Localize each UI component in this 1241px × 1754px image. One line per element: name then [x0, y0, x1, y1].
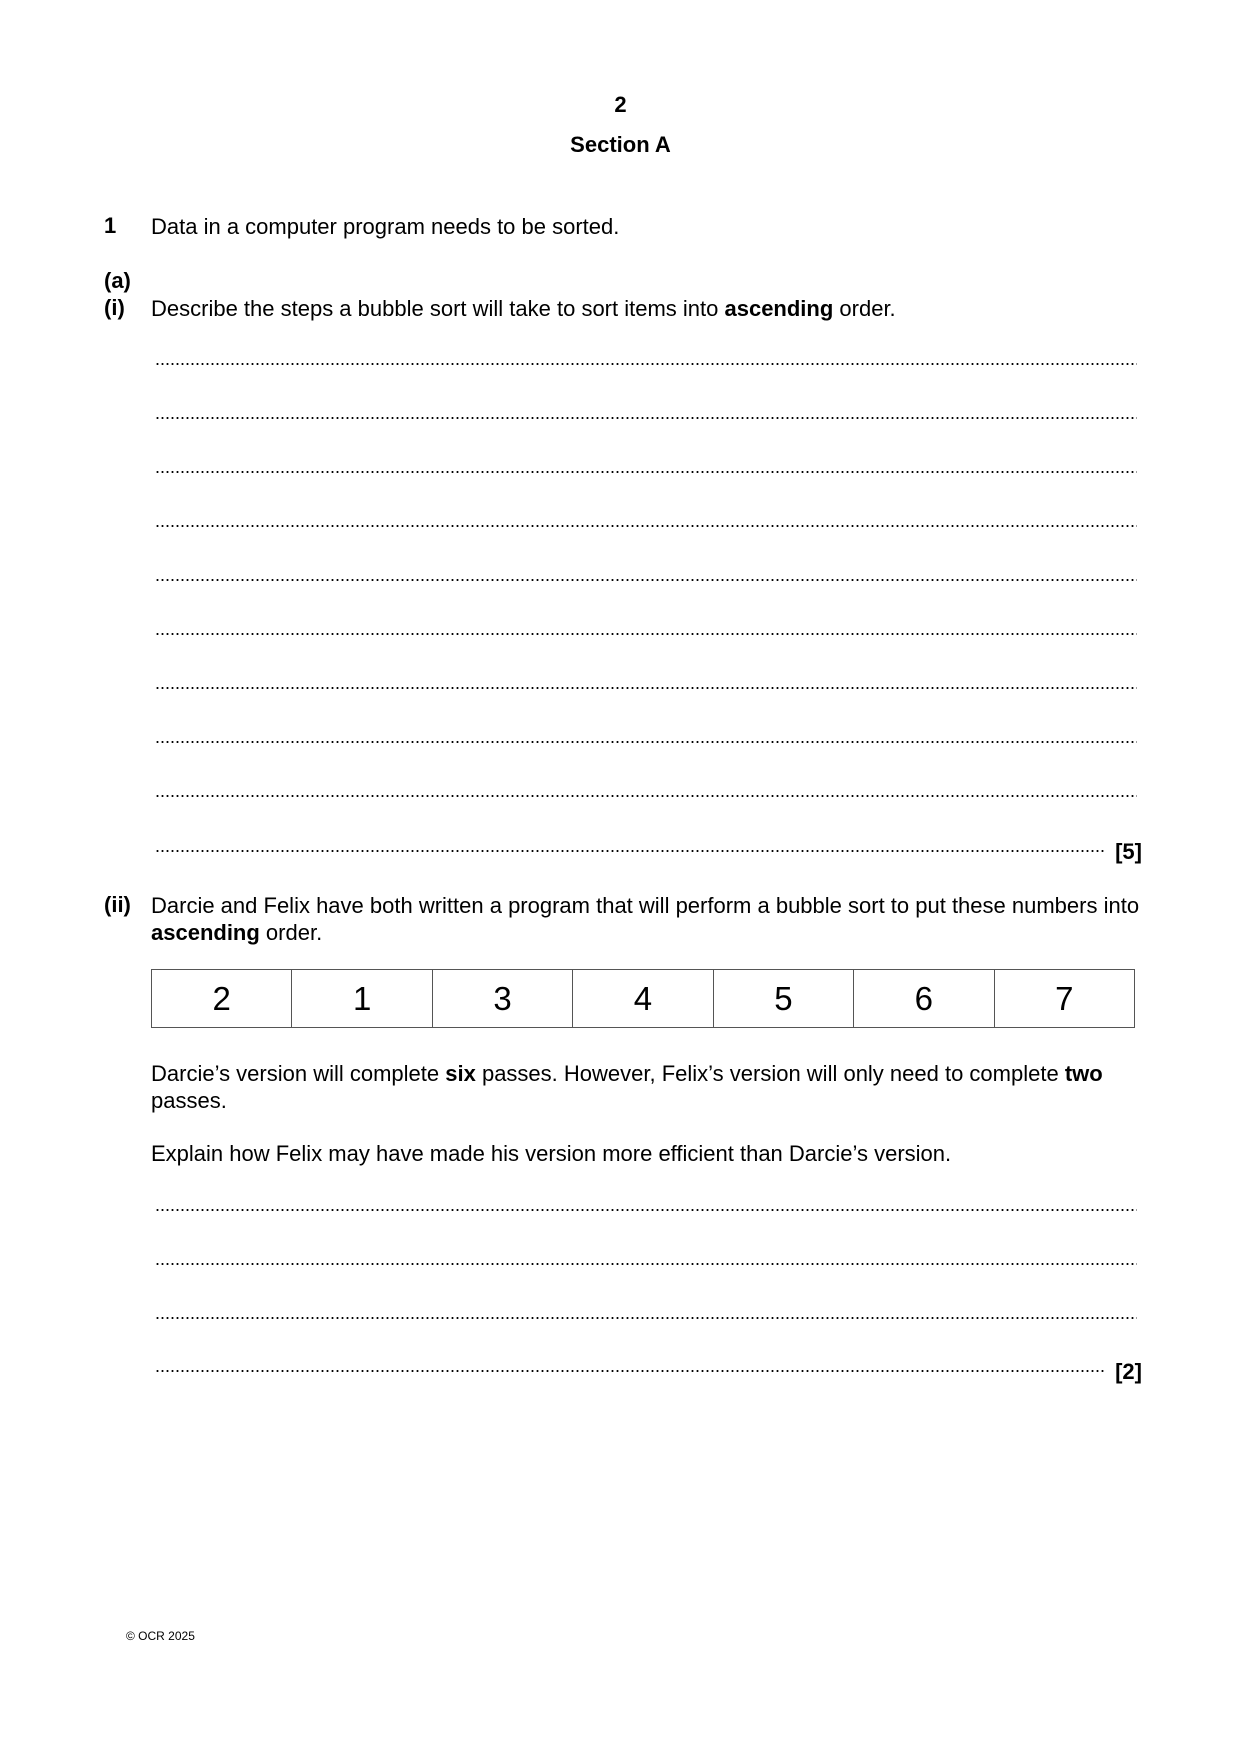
- part-a-label: (a): [104, 268, 131, 293]
- answer-line[interactable]: [155, 740, 1137, 744]
- number-cell: 7: [994, 970, 1134, 1028]
- answer-line[interactable]: [155, 849, 1106, 853]
- answer-line[interactable]: [155, 578, 1137, 582]
- question-number: 1: [104, 213, 117, 238]
- paragraph-emphasis-two: two: [1064, 1061, 1103, 1086]
- part-ii-intro-start: Darcie and Felix have both written a program that will perform a bubble sort to put these numbers into: [151, 893, 1140, 918]
- number-cell: 6: [854, 970, 994, 1028]
- part-ii-intro-end: order.: [259, 920, 323, 945]
- number-cell: 3: [432, 970, 572, 1028]
- part-i-text-start: Describe the steps a bubble sort will take to sort items into: [151, 296, 725, 321]
- answer-line[interactable]: [155, 794, 1137, 798]
- part-ii-paragraph: [151, 1060, 1146, 1114]
- answer-line[interactable]: [155, 524, 1137, 528]
- numbers-row: [152, 970, 1135, 1028]
- paragraph-text-3: passes.: [151, 1088, 227, 1113]
- answer-line[interactable]: [155, 362, 1137, 366]
- part-ii-intro-emphasis: ascending: [151, 920, 260, 945]
- part-ii-intro: [151, 892, 1146, 946]
- paragraph-emphasis-six: six: [445, 1061, 476, 1086]
- answer-line[interactable]: [155, 416, 1137, 420]
- paragraph-text-1: Darcie’s version will complete: [151, 1061, 446, 1086]
- answer-line[interactable]: [155, 470, 1137, 474]
- marks-ii: [2]: [1115, 1359, 1142, 1384]
- number-cell: 5: [713, 970, 853, 1028]
- answer-line[interactable]: [155, 1262, 1137, 1266]
- page-number: 2: [614, 92, 627, 117]
- part-ii-prompt: Explain how Felix may have made his version more efficient than Darcie’s version.: [151, 1141, 952, 1166]
- copyright-footer: © OCR 2025: [126, 1629, 195, 1643]
- part-i-text-end: order.: [833, 296, 896, 321]
- part-i-label: (i): [104, 295, 125, 320]
- number-cell: 2: [152, 970, 292, 1028]
- paragraph-text-2: passes. However, Felix’s version will only need to complete: [475, 1061, 1065, 1086]
- numbers-table: [151, 969, 1135, 1028]
- marks-i: [5]: [1115, 839, 1142, 864]
- section-title: Section A: [570, 132, 671, 157]
- part-i-question: [151, 295, 1146, 322]
- question-stem: Data in a computer program needs to be sorted.: [151, 214, 620, 239]
- part-i-text-emphasis: ascending: [724, 296, 834, 321]
- answer-line[interactable]: [155, 1369, 1106, 1373]
- number-cell: 4: [573, 970, 713, 1028]
- answer-line[interactable]: [155, 632, 1137, 636]
- answer-line[interactable]: [155, 1316, 1137, 1320]
- part-ii-label: (ii): [104, 892, 131, 917]
- answer-line[interactable]: [155, 1208, 1137, 1212]
- number-cell: 1: [292, 970, 432, 1028]
- answer-line[interactable]: [155, 686, 1137, 690]
